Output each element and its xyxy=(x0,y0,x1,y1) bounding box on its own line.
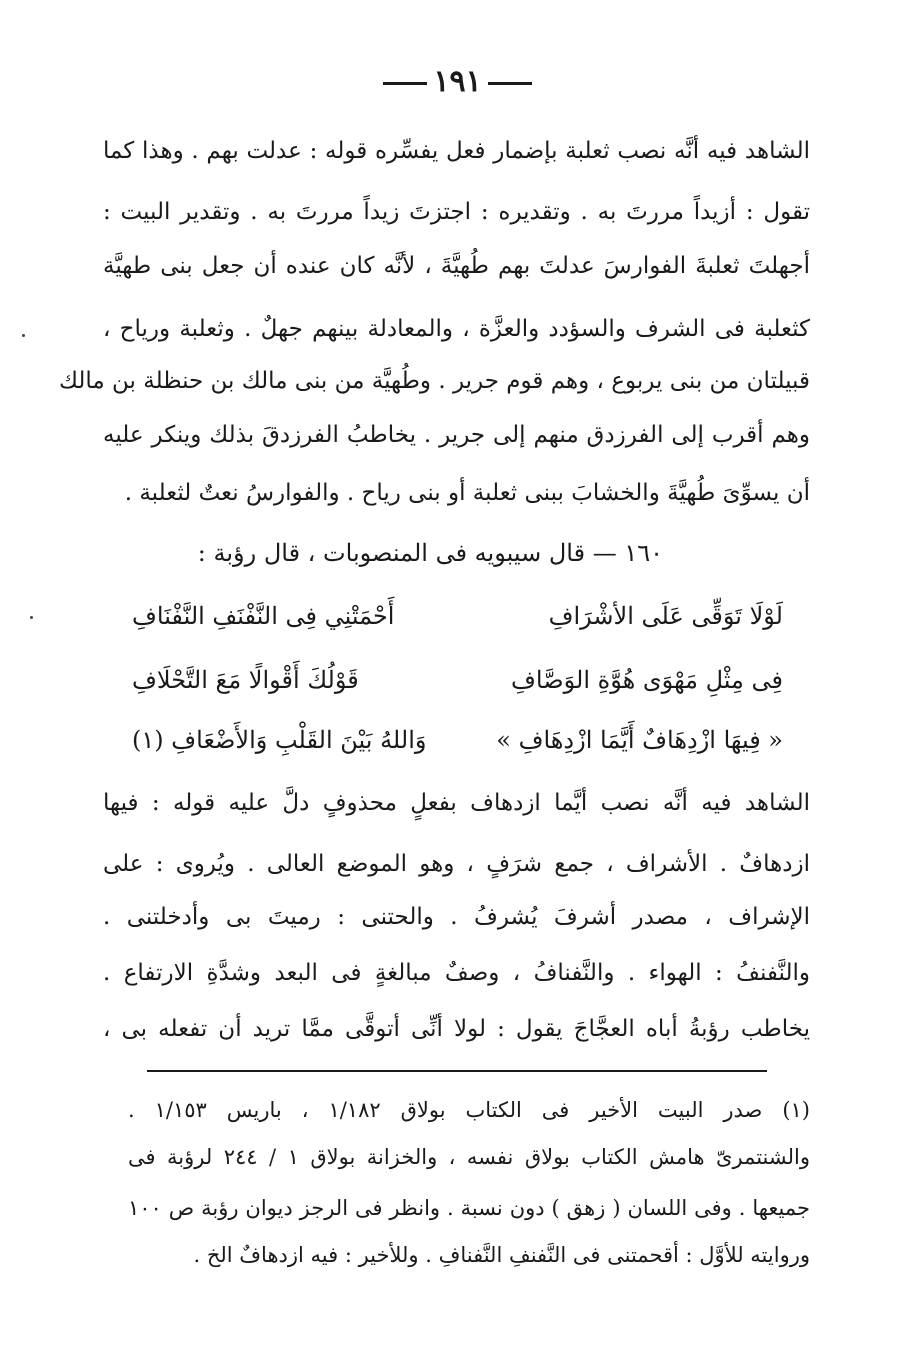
body-line: أن يسوِّىَ طُهيَّةَ والخشابَ ببنى ثعلبة أو بنى رياح . والفوارسُ نعتٌ لثعلبة . xyxy=(124,480,810,506)
entry-heading: ١٦٠ — قال سيبويه فى المنصوبات ، قال رؤبة : xyxy=(197,539,663,567)
body-line: الشاهد فيه أنَّه نصب ثعلبة بإضمار فعل يفسِّره قوله : عدلت بهم . وهذا كما xyxy=(103,138,810,164)
body-line: وهم أقرب إلى الفرزدق منهم إلى جرير . يخاطبُ الفرزدقَ بذلك وينكر عليه xyxy=(103,422,810,448)
page-number: ١٩١ xyxy=(433,64,482,99)
body-line: الشاهد فيه أنَّه نصب أيَّما ازدهاف بفعلٍ محذوفٍ دلَّ عليه قوله : فيها xyxy=(103,790,810,816)
footnote-line: جميعها . وفى اللسان ( زهق ) دون نسبة . وانظر فى الرجز ديوان رؤبة ص ١٠٠ xyxy=(128,1196,810,1220)
verse-second-hemistich: قَوْلُكَ أَقْوالًا مَعَ التَّحْلَافِ xyxy=(132,666,359,694)
verse-line xyxy=(132,726,783,760)
footnote-line: والشنتمرىّ هامش الكتاب بولاق نفسه ، والخزانة بولاق ١ / ٢٤٤ لرؤبة فى xyxy=(128,1145,810,1169)
header-dash-right xyxy=(488,82,532,85)
page-header xyxy=(0,64,915,99)
body-line: يخاطب رؤبةُ أباه العجَّاجَ يقول : لولا أنِّى أتوقَّى ممَّا تريد أن تفعله بى ، xyxy=(103,1016,810,1042)
verse-line xyxy=(132,666,783,700)
verse-second-hemistich: أَحْمَتْنِي فِى النَّفْنَفِ النَّفْنَافِ xyxy=(132,602,395,630)
scan-speck xyxy=(30,616,33,619)
footnote-rule xyxy=(147,1070,767,1072)
body-line: قبيلتان من بنى يربوع ، وهم قوم جرير . وطُهيَّة من بنى مالك بن حنظلة بن مالك xyxy=(59,368,810,394)
header-dash-left xyxy=(383,82,427,85)
body-line: ازدهافٌ . الأشراف ، جمع شرَفٍ ، وهو الموضع العالى . ويُروى : على xyxy=(103,851,810,877)
verse-line xyxy=(132,602,783,636)
body-line: والنَّفنفُ : الهواء . والنَّفنافُ ، وصفٌ مبالغةٍ فى البعد وشدَّةِ الارتفاع . xyxy=(103,960,810,986)
body-line: أجهلتَ ثعلبةَ الفوارسَ عدلتَ بهم طُهيَّةَ ، لأنَّه كان عنده أن جعل بنى طهيَّة xyxy=(103,253,810,279)
body-line: كثعلبة فى الشرف والسؤدد والعزَّة ، والمعادلة بينهم جهلٌ . وثعلبة ورياح ، xyxy=(103,316,810,342)
verse-first-hemistich: لَوْلَا تَوَقِّى عَلَى الأشْرَافِ xyxy=(548,602,783,630)
verse-first-hemistich: « فِيهَا ازْدِهَافٌ أَيَّمَا ازْدِهَافِ » xyxy=(496,726,783,754)
verse-second-hemistich: وَاللهُ بَيْنَ القَلْبِ وَالأَضْعَافِ (١) xyxy=(132,726,427,754)
footnote-line: (١) صدر البيت الأخير فى الكتاب بولاق ١/١٨٢ ، باريس ١/١٥٣ . xyxy=(128,1098,810,1122)
body-line: تقول : أزيداً مررتَ به . وتقديره : اجتزتَ زيداً مررتَ به . وتقدير البيت : xyxy=(103,199,810,225)
body-line: الإشراف ، مصدر أشرفَ يُشرفُ . والحتنى : رميتَ بى وأدخلتنى . xyxy=(103,904,810,930)
verse-first-hemistich: فِى مِثْلِ مَهْوَى هُوَّةِ الوَصَّافِ xyxy=(511,666,783,694)
scan-speck xyxy=(22,334,25,337)
footnote-line: وروايته للأوَّل : أقحمتنى فى النَّفنفِ النَّفنافِ . وللأخير : فيه ازدهافٌ الخ . xyxy=(193,1243,810,1267)
